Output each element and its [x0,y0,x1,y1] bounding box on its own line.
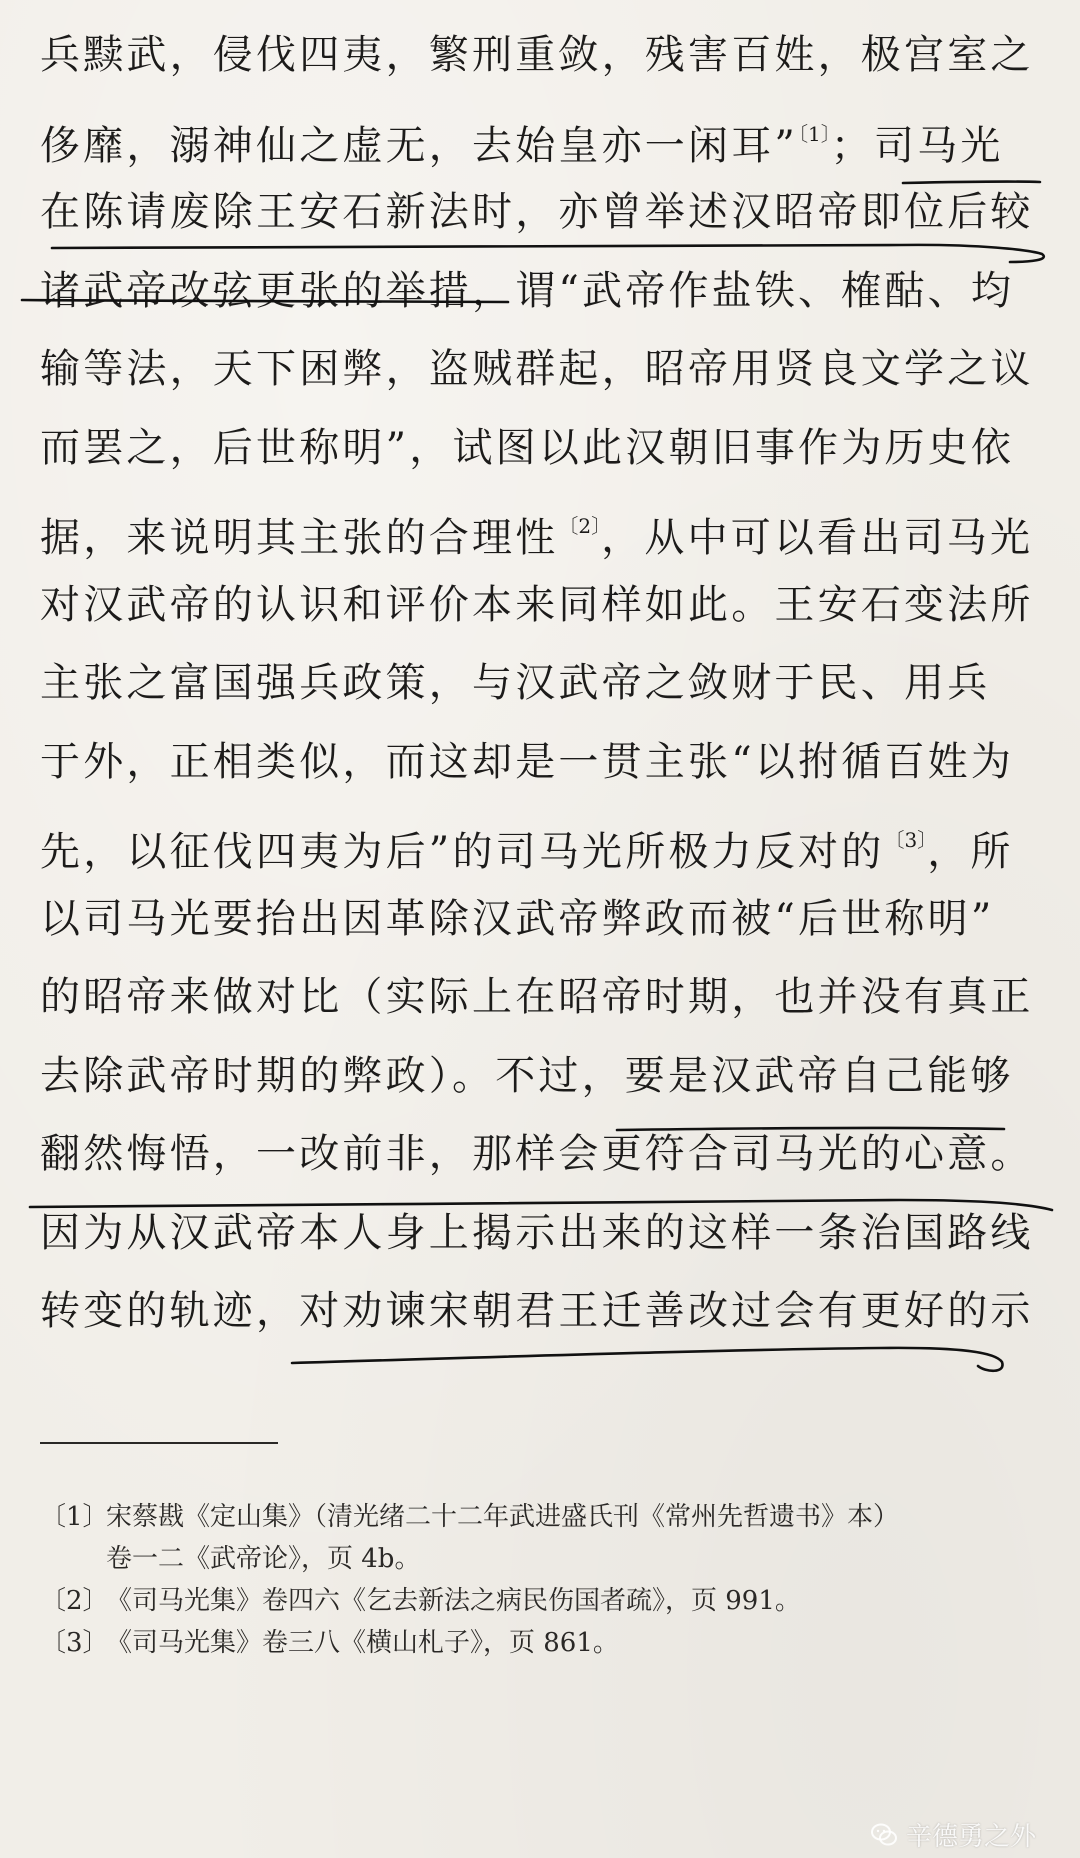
body-line [40,880,1050,959]
footnote-number: 〔3〕 [40,1628,109,1658]
body-line-text: 转变的轨迹，对劝谏宋朝君王迁善改过会有更好的示 [40,1288,1034,1334]
body-line-text: 侈靡，溺神仙之虚无，去始皇亦一闲耳” [40,122,799,169]
body-line-text: 而罢之，后世称明”，试图以此汉朝旧事作为历史依 [40,424,1015,471]
body-line [40,644,1050,723]
footnote-divider [40,1442,278,1444]
body-line-text: 先，以征伐四夷为后”的司马光所极力反对的 [40,829,885,875]
body-line [40,801,1050,880]
body-line-tail: ；司马光 [830,122,1004,169]
footnote-ref-2: 〔2〕 [558,514,602,538]
body-line [40,566,1050,645]
footnote [40,1622,1050,1664]
body-line [40,1272,1050,1351]
body-line-tail: ，从中可以看出司马光 [601,515,1034,561]
body-line-text: 兵黩武，侵伐四夷，繁刑重敛，残害百姓，极宫室之 [40,32,1034,78]
body-line [40,1194,1050,1273]
footnote-text: 《司马光集》卷三八《横山札子》，页 861。 [106,1628,619,1658]
footnote-number: 〔2〕 [40,1586,109,1616]
footnote [40,1580,1050,1622]
body-line-text: 诸武帝改弦更张的举措，谓“武帝作盐铁、榷酤、均 [40,267,1015,314]
footnote-ref-1: 〔1〕 [798,121,831,146]
body-line-text: 去除武帝时期的弊政）。不过，要是汉武帝自己能够 [40,1052,1014,1099]
body-line-text: 对汉武帝的认识和评价本来同样如此。王安石变法所 [40,581,1034,628]
body-line [40,173,1050,252]
body-line [40,958,1050,1037]
body-line [40,252,1050,331]
body-line-tail: ，所 [927,829,1014,875]
body-line-text: 因为从汉武帝本人身上揭示出来的这样一条治国路线 [40,1209,1034,1256]
body-line [40,330,1050,409]
body-line [40,95,1050,174]
body-line [40,487,1050,566]
underline-stroke [292,1348,1003,1371]
footnote-text [106,1496,1050,1580]
body-line-text: 于外，正相类似，而这却是一贯主张“以拊循百姓为 [40,738,1015,785]
body-line-text: 输等法，天下困弊，盗贼群起，昭帝用贤良文学之议 [40,346,1034,392]
body-line-text: 的昭帝来做对比（实际上在昭帝时期，也并没有真正 [40,974,1034,1020]
body-text [40,16,1050,1351]
body-line-text: 在陈请废除王安石新法时，亦曾举述汉昭帝即位后较 [40,189,1034,235]
body-line [40,1115,1050,1194]
footnote-text-line: 卷一二《武帝论》，页 4b。 [106,1544,421,1574]
footnote-ref-3: 〔3〕 [884,828,928,852]
body-line [40,1037,1050,1116]
body-line [40,409,1050,488]
footnote-number: 〔1〕 [40,1502,109,1532]
footnote [40,1496,1050,1580]
body-line-text: 主张之富国强兵政策，与汉武帝之敛财于民、用兵 [40,660,991,706]
body-line [40,16,1050,95]
footnote-text: 《司马光集》卷四六《乞去新法之病民伤国者疏》，页 991。 [106,1586,801,1616]
body-line-text: 翻然悔悟，一改前非，那样会更符合司马光的心意。 [40,1131,1034,1177]
body-line-text: 据，来说明其主张的合理性 [40,515,559,561]
body-line-text: 以司马光要抬出因革除汉武帝弊政而被“后世称明” [40,895,995,942]
watermark [870,1816,1036,1853]
body-line [40,723,1050,802]
wechat-icon [870,1821,898,1849]
footnote-text-line: 宋蔡戡《定山集》（清光绪二十二年武进盛氏刊《常州先哲遗书》本） [106,1502,900,1532]
footnotes [40,1496,1050,1664]
watermark-text: 辛德勇之外 [906,1822,1037,1852]
